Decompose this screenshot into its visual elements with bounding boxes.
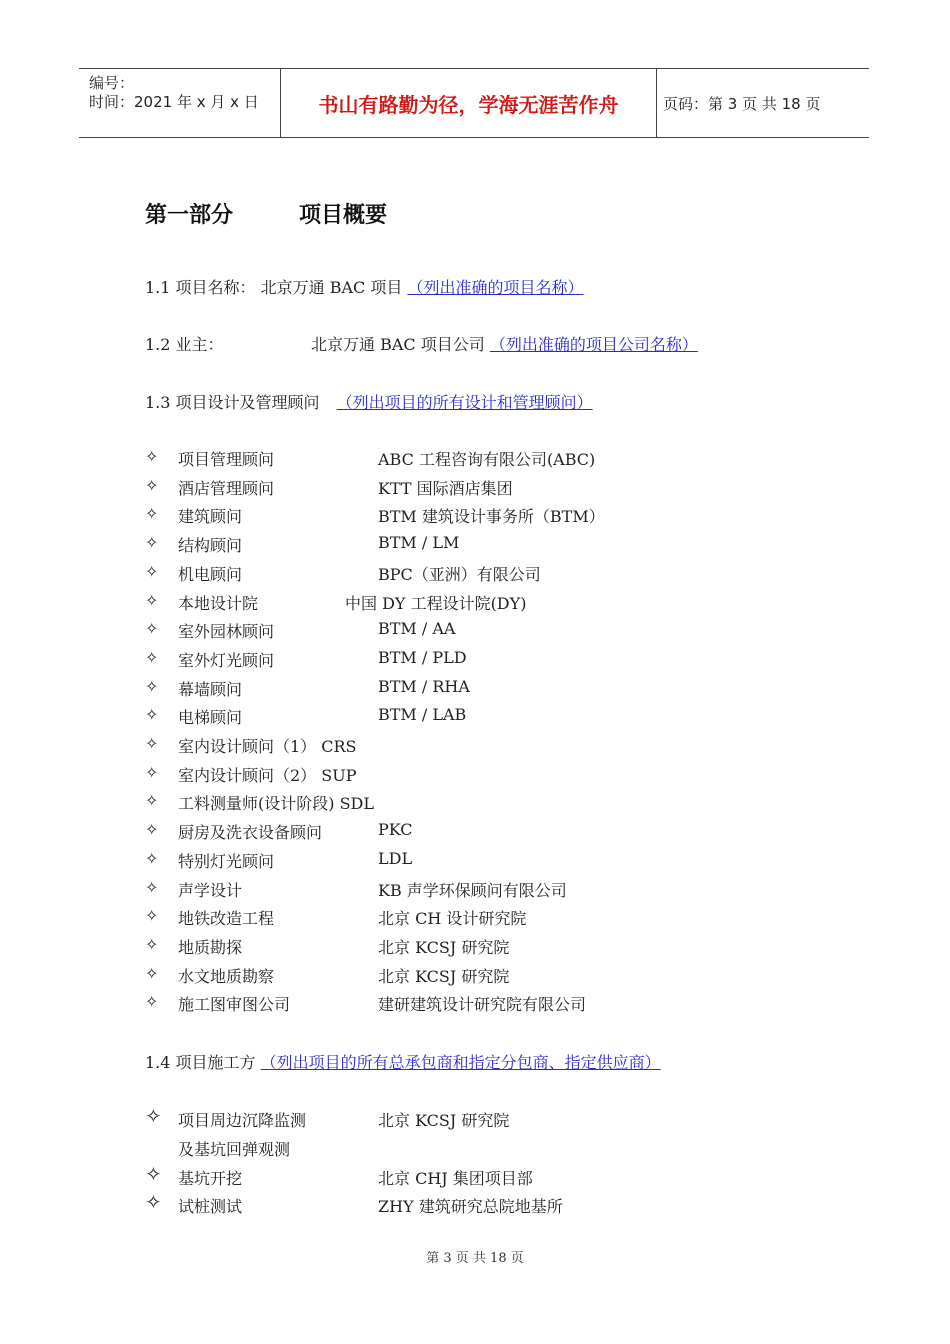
- diamond-bullet-icon: ✧: [145, 676, 159, 696]
- item-1-4-note: （列出项目的所有总承包商和指定分包商、指定供应商）: [260, 1053, 661, 1072]
- consultant-company: KTT 国际酒店集团: [378, 478, 513, 498]
- diamond-bullet-icon: ✧: [145, 906, 159, 926]
- consultant-role: 地质勘探: [178, 937, 243, 957]
- contractor-scope: 试桩测试: [178, 1197, 243, 1216]
- consultant-role: 建筑顾问: [178, 507, 243, 527]
- consultant-role: 工料测量师(设计阶段) SDL: [178, 794, 374, 814]
- diamond-bullet-icon: ✧: [145, 590, 159, 610]
- header-time: 时间：2021 年 x 月 x 日: [89, 93, 259, 111]
- consultant-company: 建研建筑设计研究院有限公司: [378, 995, 587, 1015]
- diamond-bullet-icon: ✧: [145, 963, 159, 983]
- item-1-2-value: [311, 332, 698, 355]
- consultant-role: 结构顾问: [178, 536, 243, 556]
- consultant-role: 地铁改造工程: [178, 909, 275, 929]
- item-1-2: [145, 332, 698, 355]
- consultant-role: 幕墙顾问: [178, 679, 243, 699]
- diamond-bullet-icon: ✧: [145, 734, 159, 753]
- consultant-company: LDL: [378, 848, 413, 868]
- diamond-bullet-icon: ✧: [145, 791, 159, 811]
- consultant-company: BTM / AA: [378, 619, 456, 639]
- contractor-scope: 基坑开挖: [178, 1169, 243, 1188]
- diamond-bullet-icon: ✧: [145, 561, 159, 581]
- consultant-role: 声学设计: [178, 880, 243, 900]
- consultant-company: KB 声学环保顾问有限公司: [378, 880, 567, 900]
- header-page-number: 页码：第 3 页 共 18 页: [663, 94, 821, 113]
- consultant-company: BTM / PLD: [378, 647, 467, 667]
- page-header: [79, 68, 869, 138]
- item-1-4: [145, 1050, 661, 1073]
- diamond-bullet-icon: ✧: [145, 475, 159, 495]
- consultant-company: BTM / RHA: [378, 676, 470, 696]
- header-number: 编号：: [89, 74, 135, 92]
- consultant-role: 水文地质勘察: [178, 966, 275, 986]
- item-1-3-label: 1.3 项目设计及管理顾问: [145, 393, 320, 412]
- consultant-role: 施工图审图公司: [178, 995, 291, 1015]
- consultant-company: BTM / LAB: [378, 705, 467, 725]
- consultant-role: 项目管理顾问: [178, 450, 275, 469]
- consultant-role: 酒店管理顾问: [178, 478, 275, 498]
- diamond-bullet-icon: ✧: [145, 533, 159, 553]
- consultant-role: 特别灯光顾问: [178, 851, 275, 871]
- consultant-role: 机电顾问: [178, 564, 243, 584]
- diamond-bullet-icon: ✧: [145, 934, 159, 954]
- item-1-2-label: 1.2 业主：: [145, 335, 224, 354]
- diamond-bullet-icon: ✧: [145, 1190, 162, 1214]
- diamond-bullet-icon: ✧: [145, 992, 159, 1012]
- contractor-scope-line2: 及基坑回弹观测: [178, 1140, 291, 1159]
- page-footer: 第 3 页 共 18 页: [426, 1251, 524, 1266]
- contractor-scope: 项目周边沉降监测: [178, 1111, 307, 1130]
- section-heading: 项目概要: [299, 203, 388, 228]
- consultant-role: 室内设计顾问（2） SUP: [178, 765, 357, 785]
- item-1-4-label: 1.4 项目施工方: [145, 1053, 256, 1072]
- consultant-role: 厨房及洗衣设备顾问: [178, 823, 323, 843]
- consultant-company: BTM / LM: [378, 533, 460, 553]
- owner-name: 北京万通 BAC 项目公司: [311, 335, 485, 354]
- consultant-company: 中国 DY 工程设计院(DY): [345, 593, 527, 613]
- item-1-3-note: （列出项目的所有设计和管理顾问）: [336, 393, 593, 412]
- header-meta-cell: [79, 69, 281, 137]
- diamond-bullet-icon: ✧: [145, 820, 159, 840]
- item-1-2-note: （列出准确的项目公司名称）: [489, 335, 698, 354]
- item-1-1-note: （列出准确的项目名称）: [407, 278, 584, 297]
- diamond-bullet-icon: ✧: [145, 619, 159, 639]
- diamond-bullet-icon: ✧: [145, 1104, 162, 1128]
- header-motto: 书山有路勤为径，学海无涯苦作舟: [281, 69, 657, 137]
- contractor-company: 北京 KCSJ 研究院: [378, 1111, 510, 1130]
- diamond-bullet-icon: ✧: [145, 848, 159, 868]
- consultant-company: BTM 建筑设计事务所（BTM）: [378, 507, 605, 527]
- consultant-role: 室外园林顾问: [178, 622, 275, 642]
- item-1-1-label: 1.1 项目名称： 北京万通 BAC 项目: [145, 278, 403, 297]
- consultant-role: 电梯顾问: [178, 708, 243, 728]
- diamond-bullet-icon: ✧: [145, 1162, 162, 1186]
- consultant-company: PKC: [378, 820, 413, 840]
- diamond-bullet-icon: ✧: [145, 504, 159, 524]
- contractor-company: 北京 CHJ 集团项目部: [378, 1169, 533, 1188]
- consultant-company: 北京 CH 设计研究院: [378, 909, 527, 929]
- section-part: 第一部分: [145, 203, 234, 228]
- consultant-company: 北京 KCSJ 研究院: [378, 966, 510, 986]
- diamond-bullet-icon: ✧: [145, 762, 159, 782]
- diamond-bullet-icon: ✧: [145, 877, 159, 897]
- consultant-role: 室外灯光顾问: [178, 650, 275, 670]
- diamond-bullet-icon: ✧: [145, 647, 159, 667]
- diamond-bullet-icon: ✧: [145, 705, 159, 725]
- consultant-company: BPC（亚洲）有限公司: [378, 564, 541, 584]
- consultant-role: 室内设计顾问（1） CRS: [178, 737, 357, 756]
- consultant-role: 本地设计院: [178, 593, 259, 613]
- item-1-3: [145, 390, 593, 413]
- item-1-1: [145, 275, 583, 298]
- section-title: [145, 198, 387, 229]
- consultant-company: ABC 工程咨询有限公司(ABC): [378, 450, 596, 469]
- diamond-bullet-icon: ✧: [145, 447, 159, 466]
- consultant-company: 北京 KCSJ 研究院: [378, 937, 510, 957]
- contractor-company: ZHY 建筑研究总院地基所: [378, 1197, 563, 1216]
